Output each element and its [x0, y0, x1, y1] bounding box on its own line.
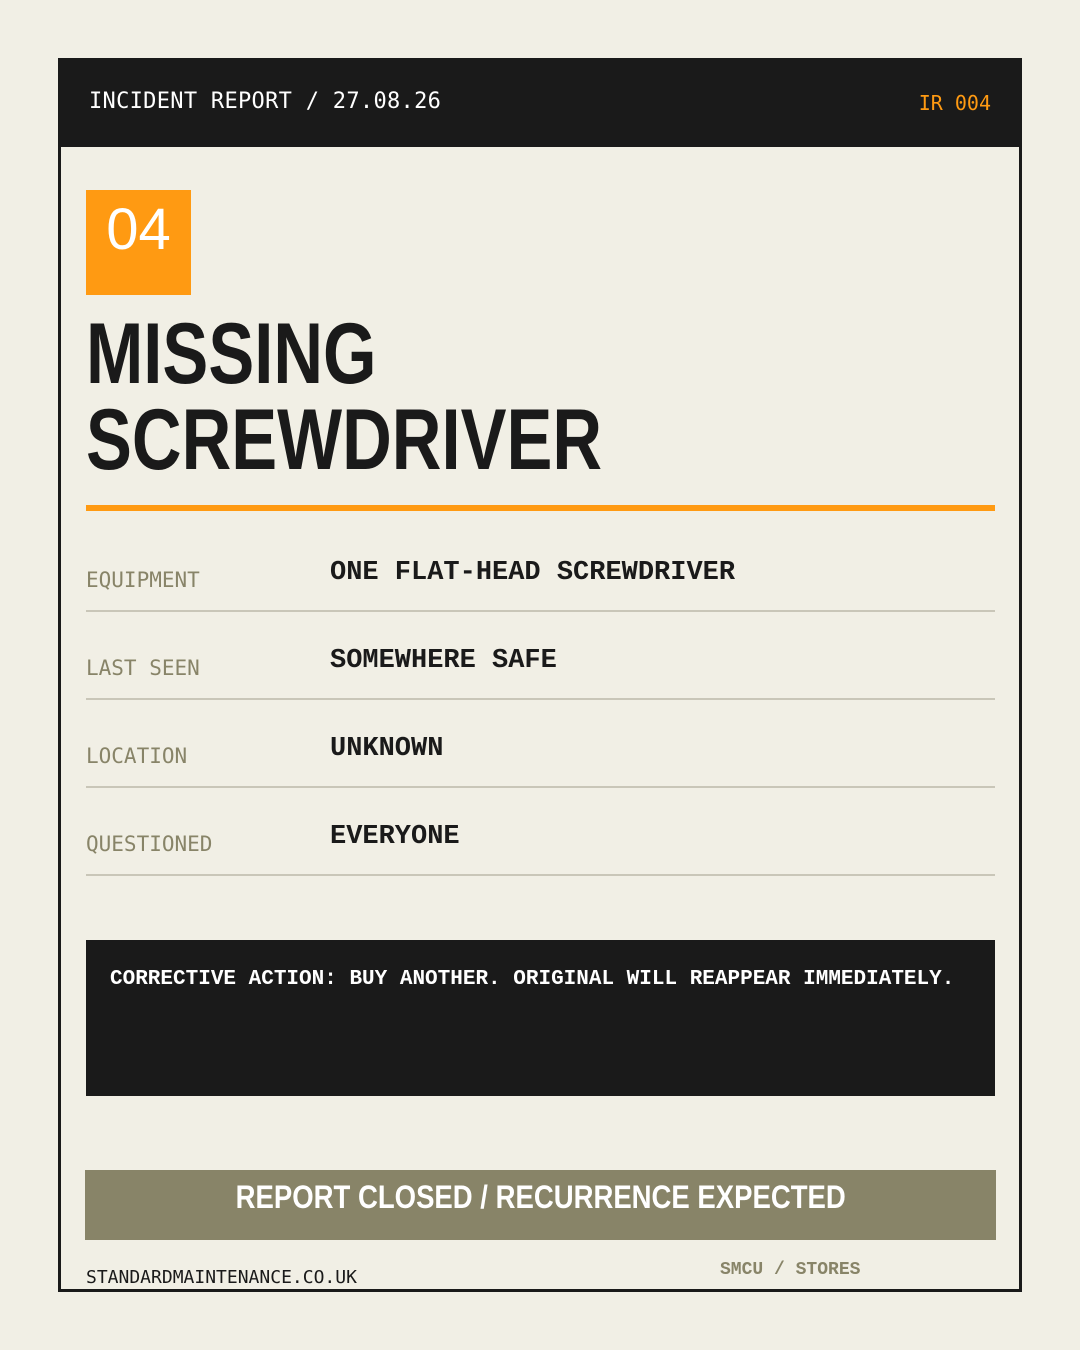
report-id: IR 004 [918, 91, 991, 115]
detail-row-last-seen [86, 612, 995, 700]
footer-department: SMCU / STORES [720, 1260, 861, 1280]
detail-label: QUESTIONED [86, 832, 213, 856]
header-title: INCIDENT REPORT / 27.08.26 [89, 89, 442, 114]
detail-value: ONE FLAT-HEAD SCREWDRIVER [330, 558, 736, 588]
page-title [86, 306, 603, 488]
detail-label: EQUIPMENT [86, 568, 200, 592]
detail-label: LAST SEEN [86, 656, 200, 680]
detail-row-location [86, 700, 995, 788]
title-line-2: SCREWDRIVER [86, 392, 603, 488]
title-line-1: MISSING [86, 306, 377, 402]
corrective-action-box [86, 940, 995, 1096]
detail-row-questioned [86, 788, 995, 876]
incident-number-badge: 04 [86, 190, 191, 295]
incident-report-card [58, 58, 1022, 1292]
status-text: REPORT CLOSED / RECURRENCE EXPECTED [235, 1179, 846, 1215]
detail-label: LOCATION [86, 744, 188, 768]
detail-value: EVERYONE [330, 822, 460, 852]
detail-value: SOMEWHERE SAFE [330, 646, 557, 676]
detail-value: UNKNOWN [330, 734, 444, 764]
accent-divider [86, 505, 995, 511]
footer-website: STANDARDMAINTENANCE.CO.UK [86, 1267, 357, 1288]
detail-row-equipment [86, 524, 995, 612]
status-banner [85, 1170, 996, 1240]
details-list [86, 524, 995, 876]
header-bar [61, 61, 1019, 147]
corrective-action-text: CORRECTIVE ACTION: BUY ANOTHER. ORIGINAL WILL REAPPEAR IMMEDIATELY. [110, 968, 955, 991]
